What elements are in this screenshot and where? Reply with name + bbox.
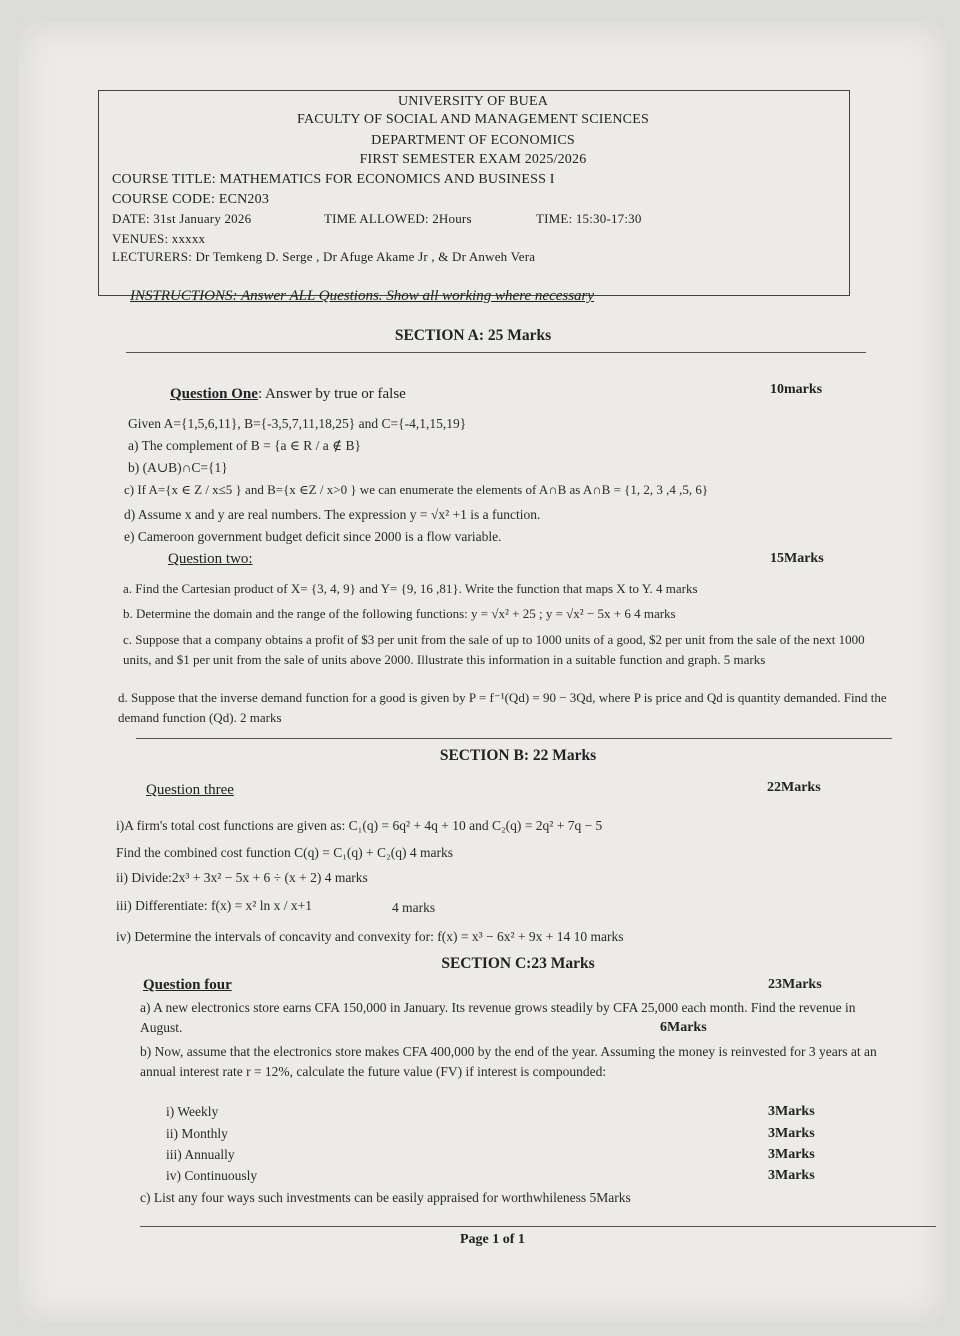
- question-four-marks: 23Marks: [768, 977, 822, 992]
- divider: [126, 352, 866, 353]
- q4-sub-weekly: i) Weekly: [166, 1104, 219, 1119]
- q4-item-c: c) List any four ways such investments can be easily appraised for worthwhileness 5Marks: [140, 1190, 631, 1205]
- q4-item-a: a) A new electronics store earns CFA 150,000 in January. Its revenue grows steadily by CFA 25,000 each month. Find the revenue in August.: [140, 1000, 856, 1035]
- q2-item-b: b. Determine the domain and the range of the following functions: y = √x² + 25 ; y = √x² − 5x + 6 4 marks: [123, 606, 676, 621]
- question-two-marks: 15Marks: [770, 551, 824, 566]
- question-one-heading: Question One: Answer by true or false: [170, 386, 406, 402]
- divider: [140, 1226, 936, 1227]
- q4-sub-monthly-marks: 3Marks: [768, 1126, 815, 1141]
- university-name: UNIVERSITY OF BUEA: [397, 94, 549, 109]
- q1-item-c: c) If A={x ∈ Z / x≤5 } and B={x ∈Z / x>0 } we can enumerate the elements of A∩B as A∩B = {1, 2, 3 ,4 ,5, 6}: [124, 482, 709, 497]
- q1-item-b: b) (A∪B)∩C={1}: [128, 460, 228, 475]
- faculty-name: FACULTY OF SOCIAL AND MANAGEMENT SCIENCES: [297, 112, 649, 127]
- q4-item-b: b) Now, assume that the electronics store makes CFA 400,000 by the end of the year. Assuming the money is reinvested for 3 years at an annual interest rate r = 12%, calculate the future value (FV) if interest is compounded:: [140, 1044, 877, 1079]
- q3-item-i: i)A firm's total cost functions are given as: C₁(q) = 6q² + 4q + 10 and C₂(q) = 2q² + 7q − 5: [116, 818, 603, 833]
- q3-item-iv: iv) Determine the intervals of concavity and convexity for: f(x) = x³ − 6x² + 9x + 14 10 marks: [116, 929, 624, 944]
- question-three-marks: 22Marks: [767, 780, 821, 795]
- section-b-title: SECTION B: 22 Marks: [439, 747, 597, 764]
- q3-item-i-combined: Find the combined cost function C(q) = C₁(q) + C₂(q) 4 marks: [116, 845, 453, 860]
- q1-given: Given A={1,5,6,11}, B={-3,5,7,11,18,25} and C={-4,1,15,19}: [128, 416, 467, 431]
- question-four-heading: Question four: [143, 977, 232, 993]
- exam-time: TIME: 15:30-17:30: [536, 211, 642, 226]
- divider: [136, 738, 892, 739]
- lecturers: LECTURERS: Dr Temkeng D. Serge , Dr Afuge Akame Jr , & Dr Anweh Vera: [112, 249, 536, 264]
- q4-sub-annually: iii) Annually: [166, 1147, 235, 1162]
- q1-item-e: e) Cameroon government budget deficit since 2000 is a flow variable.: [124, 529, 502, 544]
- exam-date: DATE: 31st January 2026: [112, 211, 252, 226]
- q4-sub-monthly: ii) Monthly: [166, 1126, 228, 1141]
- q4-sub-continuously: iv) Continuously: [166, 1168, 258, 1183]
- section-c-title: SECTION C:23 Marks: [441, 955, 595, 972]
- course-code: COURSE CODE: ECN203: [112, 192, 270, 207]
- q4-sub-weekly-marks: 3Marks: [768, 1104, 815, 1119]
- q3-item-iii-marks: 4 marks: [392, 900, 436, 915]
- q2-item-c: c. Suppose that a company obtains a profit of $3 per unit from the sale of up to 1000 units of a good, $2 per unit from the sale of the next 1000 units, and $1 per unit from the sale of units above 2000. Illustrate this information in a suitable function and graph. 5 marks: [123, 632, 865, 667]
- q3-item-ii: ii) Divide:2x³ + 3x² − 5x + 6 ÷ (x + 2) 4 marks: [116, 870, 368, 885]
- page-number: Page 1 of 1: [460, 1232, 525, 1247]
- question-two-heading: Question two:: [168, 551, 253, 567]
- q2-item-a: a. Find the Cartesian product of X= {3, 4, 9} and Y= {9, 16 ,81}. Write the function that maps X to Y. 4 marks: [123, 581, 698, 596]
- venues: VENUES: xxxxx: [112, 231, 206, 246]
- q1-item-a: a) The complement of B = {a ∈ R / a ∉ B}: [128, 438, 362, 453]
- instructions: INSTRUCTIONS: Answer ALL Questions. Show all working where necessary: [130, 288, 595, 304]
- section-a-title: SECTION A: 25 Marks: [394, 327, 552, 344]
- q4-item-a-marks: 6Marks: [660, 1020, 707, 1035]
- q3-item-iii: iii) Differentiate: f(x) = x² ln x / x+1: [116, 898, 312, 913]
- course-title: COURSE TITLE: MATHEMATICS FOR ECONOMICS AND BUSINESS I: [112, 172, 555, 187]
- question-one-marks: 10marks: [770, 382, 823, 397]
- q4-sub-continuously-marks: 3Marks: [768, 1168, 815, 1183]
- question-three-heading: Question three: [146, 782, 234, 798]
- exam-title: FIRST SEMESTER EXAM 2025/2026: [359, 152, 587, 167]
- exam-paper: [18, 22, 946, 1322]
- department-name: DEPARTMENT OF ECONOMICS: [371, 133, 575, 148]
- time-allowed: TIME ALLOWED: 2Hours: [324, 211, 472, 226]
- q1-item-d: d) Assume x and y are real numbers. The expression y = √x² +1 is a function.: [124, 507, 541, 522]
- q2-item-d: d. Suppose that the inverse demand function for a good is given by P = f⁻¹(Qd) = 90 − 3Qd, where P is price and Qd is quantity demanded. Find the demand function (Qd). 2 marks: [118, 690, 887, 725]
- q4-sub-annually-marks: 3Marks: [768, 1147, 815, 1162]
